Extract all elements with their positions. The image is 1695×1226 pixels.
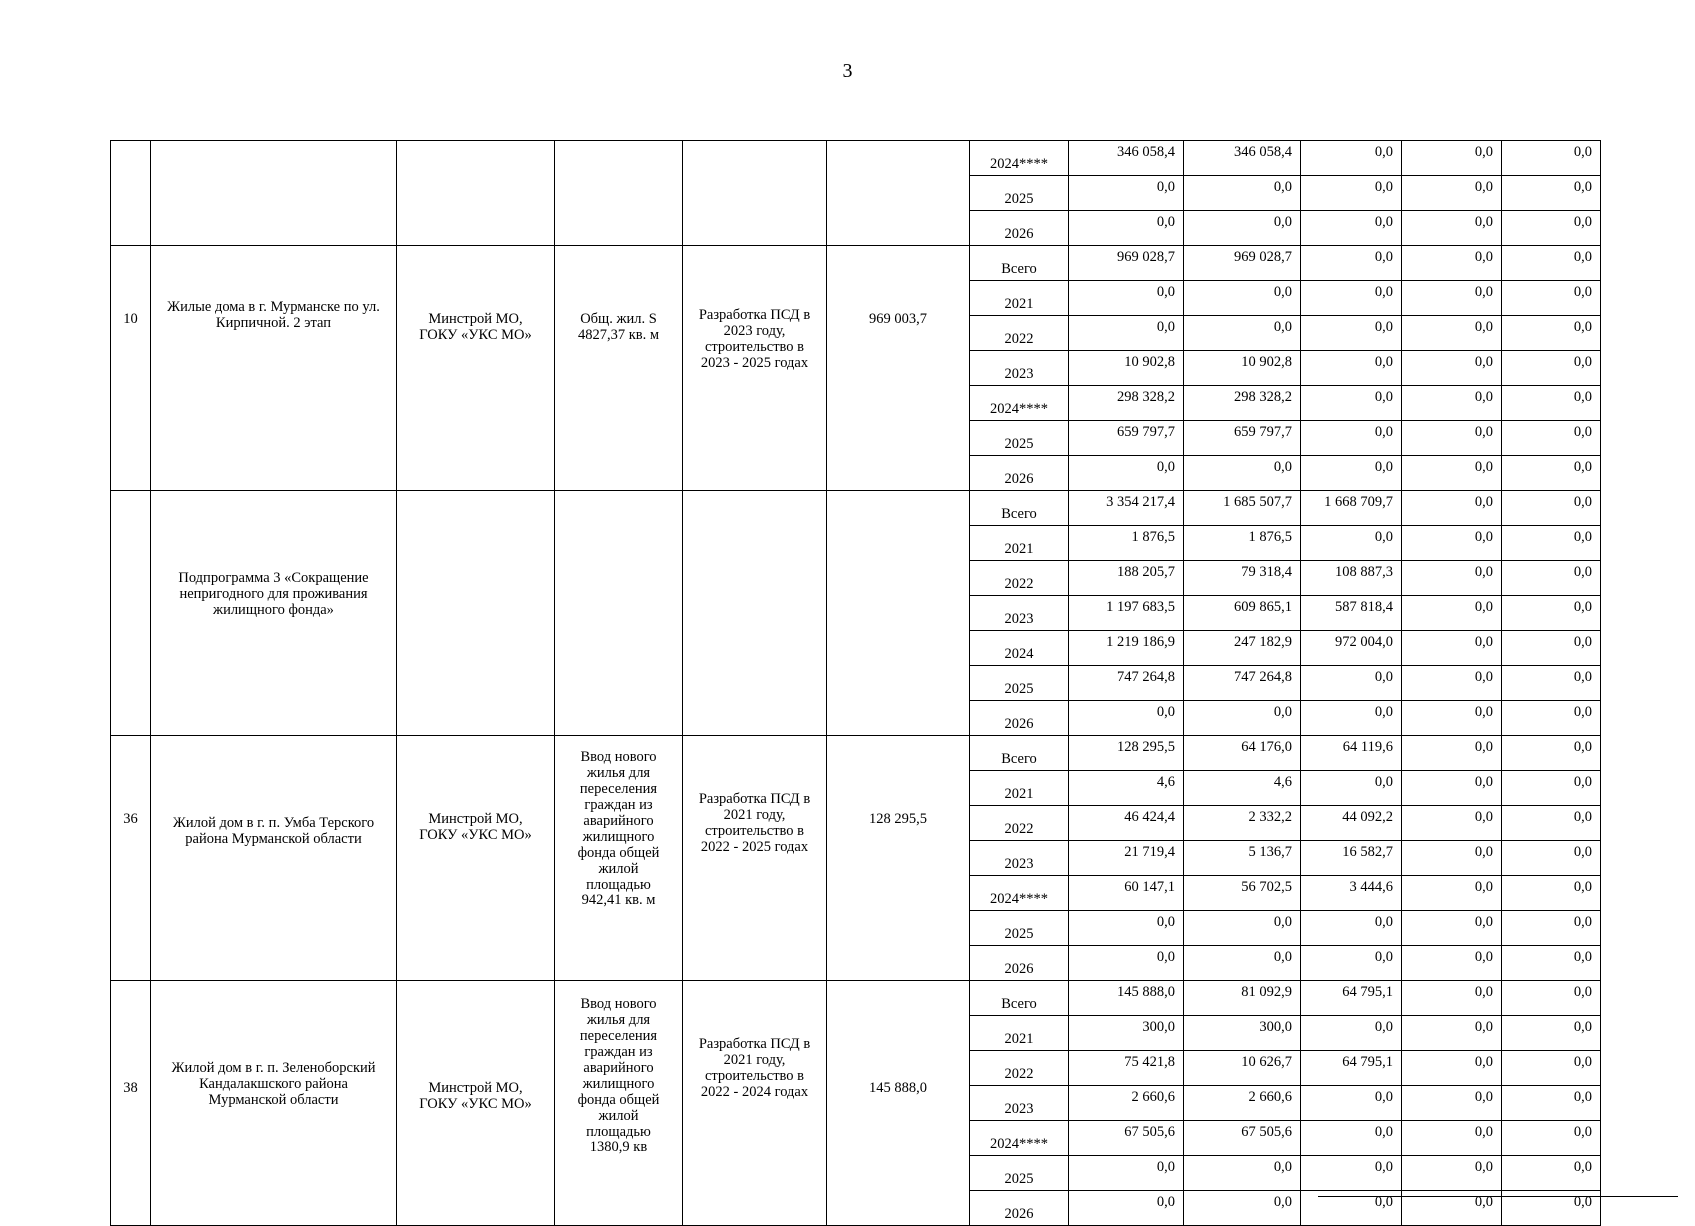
- amount-cell: 247 182,9: [1184, 631, 1301, 666]
- amount-cell: 0,0: [1502, 666, 1601, 701]
- amount-cell: 0,0: [1301, 1086, 1402, 1121]
- num-cell: [111, 141, 151, 246]
- amount-cell: 0,0: [1502, 911, 1601, 946]
- year-cell: 2026: [970, 1191, 1069, 1226]
- amount-cell: 0,0: [1502, 1121, 1601, 1156]
- amount-cell: 0,0: [1402, 701, 1502, 736]
- amount-cell: 0,0: [1502, 281, 1601, 316]
- amount-cell: 0,0: [1502, 771, 1601, 806]
- amount-cell: 0,0: [1402, 981, 1502, 1016]
- amount-cell: 972 004,0: [1301, 631, 1402, 666]
- amount-cell: 0,0: [1402, 281, 1502, 316]
- amount-cell: 0,0: [1402, 316, 1502, 351]
- capacity-cell: [555, 491, 683, 736]
- amount-cell: 10 902,8: [1184, 351, 1301, 386]
- amount-cell: 0,0: [1301, 1156, 1402, 1191]
- year-cell: 2025: [970, 421, 1069, 456]
- amount-cell: 81 092,9: [1184, 981, 1301, 1016]
- amount-cell: 0,0: [1402, 631, 1502, 666]
- amount-cell: 0,0: [1301, 351, 1402, 386]
- amount-cell: 747 264,8: [1069, 666, 1184, 701]
- amount-cell: 0,0: [1502, 456, 1601, 491]
- year-cell: 2026: [970, 946, 1069, 981]
- amount-cell: 0,0: [1402, 1191, 1502, 1226]
- amount-cell: 969 028,7: [1184, 246, 1301, 281]
- amount-cell: 2 332,2: [1184, 806, 1301, 841]
- amount-cell: 346 058,4: [1184, 141, 1301, 176]
- amount-cell: 0,0: [1502, 246, 1601, 281]
- executor-cell: [397, 141, 555, 246]
- amount-cell: 0,0: [1502, 1156, 1601, 1191]
- item-name: Жилой дом в г. п. Умба Терского района Мурманской области: [151, 736, 397, 981]
- amount-cell: 1 668 709,7: [1301, 491, 1402, 526]
- amount-cell: 0,0: [1502, 981, 1601, 1016]
- amount-cell: 346 058,4: [1069, 141, 1184, 176]
- year-cell: 2023: [970, 596, 1069, 631]
- amount-cell: 0,0: [1402, 596, 1502, 631]
- amount-cell: 5 136,7: [1184, 841, 1301, 876]
- amount-cell: 0,0: [1402, 456, 1502, 491]
- amount-cell: 1 876,5: [1069, 526, 1184, 561]
- item-number: 36: [111, 736, 151, 981]
- year-cell: 2023: [970, 1086, 1069, 1121]
- item-capacity: Ввод нового жилья для переселения граждан из аварийного жилищного фонда общей жилой площадью 1380,9 кв: [555, 981, 683, 1226]
- amount-cell: 46 424,4: [1069, 806, 1184, 841]
- amount-cell: 0,0: [1184, 1191, 1301, 1226]
- amount-cell: 0,0: [1502, 561, 1601, 596]
- amount-cell: 0,0: [1402, 876, 1502, 911]
- year-cell: 2024****: [970, 141, 1069, 176]
- amount-cell: 0,0: [1502, 1016, 1601, 1051]
- amount-cell: 44 092,2: [1301, 806, 1402, 841]
- year-cell: Всего: [970, 491, 1069, 526]
- amount-cell: 56 702,5: [1184, 876, 1301, 911]
- item-capacity: Ввод нового жилья для переселения граждан из аварийного жилищного фонда общей жилой площадью 942,41 кв. м: [555, 736, 683, 981]
- amount-cell: 3 444,6: [1301, 876, 1402, 911]
- amount-cell: 64 119,6: [1301, 736, 1402, 771]
- year-cell: 2021: [970, 771, 1069, 806]
- amount-cell: 0,0: [1301, 666, 1402, 701]
- amount-cell: 969 028,7: [1069, 246, 1184, 281]
- amount-cell: 0,0: [1301, 1121, 1402, 1156]
- item-cost: 969 003,7: [827, 246, 970, 491]
- year-cell: 2025: [970, 1156, 1069, 1191]
- amount-cell: 0,0: [1184, 911, 1301, 946]
- amount-cell: 0,0: [1502, 876, 1601, 911]
- amount-cell: 0,0: [1502, 736, 1601, 771]
- amount-cell: 0,0: [1402, 771, 1502, 806]
- amount-cell: 4,6: [1069, 771, 1184, 806]
- amount-cell: 0,0: [1402, 386, 1502, 421]
- table-row: [111, 736, 1601, 771]
- year-cell: 2024****: [970, 1121, 1069, 1156]
- year-cell: 2023: [970, 351, 1069, 386]
- amount-cell: 0,0: [1402, 1121, 1502, 1156]
- amount-cell: 64 795,1: [1301, 1051, 1402, 1086]
- year-cell: Всего: [970, 736, 1069, 771]
- amount-cell: 587 818,4: [1301, 596, 1402, 631]
- amount-cell: 0,0: [1301, 771, 1402, 806]
- amount-cell: 0,0: [1069, 211, 1184, 246]
- amount-cell: 0,0: [1301, 946, 1402, 981]
- amount-cell: 0,0: [1184, 1156, 1301, 1191]
- amount-cell: 2 660,6: [1184, 1086, 1301, 1121]
- amount-cell: 0,0: [1402, 421, 1502, 456]
- amount-cell: 0,0: [1402, 911, 1502, 946]
- year-cell: 2021: [970, 281, 1069, 316]
- amount-cell: 0,0: [1069, 946, 1184, 981]
- period-cell: [683, 491, 827, 736]
- amount-cell: 0,0: [1402, 946, 1502, 981]
- amount-cell: 659 797,7: [1184, 421, 1301, 456]
- program-table: [110, 140, 1601, 1226]
- year-cell: 2025: [970, 176, 1069, 211]
- amount-cell: 0,0: [1402, 561, 1502, 596]
- amount-cell: 188 205,7: [1069, 561, 1184, 596]
- amount-cell: 0,0: [1402, 491, 1502, 526]
- amount-cell: 609 865,1: [1184, 596, 1301, 631]
- amount-cell: 298 328,2: [1184, 386, 1301, 421]
- amount-cell: 0,0: [1301, 316, 1402, 351]
- amount-cell: 0,0: [1502, 631, 1601, 666]
- amount-cell: 0,0: [1402, 526, 1502, 561]
- amount-cell: 0,0: [1069, 316, 1184, 351]
- year-cell: Всего: [970, 981, 1069, 1016]
- amount-cell: 0,0: [1502, 421, 1601, 456]
- year-cell: 2021: [970, 526, 1069, 561]
- amount-cell: 0,0: [1301, 1191, 1402, 1226]
- item-number: 38: [111, 981, 151, 1226]
- amount-cell: 0,0: [1502, 701, 1601, 736]
- amount-cell: 0,0: [1502, 1191, 1601, 1226]
- amount-cell: 10 626,7: [1184, 1051, 1301, 1086]
- item-executor: Минстрой МО, ГОКУ «УКС МО»: [397, 736, 555, 981]
- year-cell: 2025: [970, 911, 1069, 946]
- item-period: Разработка ПСД в 2021 году, строительство в 2022 - 2024 годах: [683, 981, 827, 1226]
- amount-cell: 0,0: [1402, 1086, 1502, 1121]
- period-cell: [683, 141, 827, 246]
- year-cell: 2026: [970, 211, 1069, 246]
- amount-cell: 21 719,4: [1069, 841, 1184, 876]
- item-capacity: Общ. жил. S 4827,37 кв. м: [555, 246, 683, 491]
- amount-cell: 747 264,8: [1184, 666, 1301, 701]
- year-cell: 2026: [970, 456, 1069, 491]
- amount-cell: 0,0: [1502, 351, 1601, 386]
- amount-cell: 0,0: [1184, 211, 1301, 246]
- amount-cell: 0,0: [1402, 246, 1502, 281]
- amount-cell: 0,0: [1301, 701, 1402, 736]
- num-cell: [111, 491, 151, 736]
- item-cost: 128 295,5: [827, 736, 970, 981]
- amount-cell: 0,0: [1301, 421, 1402, 456]
- amount-cell: 0,0: [1184, 176, 1301, 211]
- amount-cell: 0,0: [1069, 911, 1184, 946]
- amount-cell: 0,0: [1402, 806, 1502, 841]
- amount-cell: 0,0: [1402, 736, 1502, 771]
- item-name: Жилые дома в г. Мурманске по ул. Кирпичной. 2 этап: [151, 246, 397, 491]
- amount-cell: 0,0: [1184, 281, 1301, 316]
- table-row: [111, 491, 1601, 526]
- amount-cell: 3 354 217,4: [1069, 491, 1184, 526]
- amount-cell: 0,0: [1069, 1191, 1184, 1226]
- amount-cell: 0,0: [1184, 316, 1301, 351]
- year-cell: Всего: [970, 246, 1069, 281]
- amount-cell: 659 797,7: [1069, 421, 1184, 456]
- amount-cell: 0,0: [1502, 386, 1601, 421]
- amount-cell: 0,0: [1301, 386, 1402, 421]
- amount-cell: 0,0: [1502, 1051, 1601, 1086]
- subprogram-name: Подпрограмма 3 «Сокращение непригодного для проживания жилищного фонда»: [151, 491, 397, 736]
- table-row: [111, 246, 1601, 281]
- year-cell: 2023: [970, 841, 1069, 876]
- amount-cell: 0,0: [1402, 1156, 1502, 1191]
- amount-cell: 0,0: [1301, 1016, 1402, 1051]
- amount-cell: 0,0: [1069, 456, 1184, 491]
- year-cell: 2026: [970, 701, 1069, 736]
- amount-cell: 79 318,4: [1184, 561, 1301, 596]
- amount-cell: 0,0: [1301, 246, 1402, 281]
- amount-cell: 60 147,1: [1069, 876, 1184, 911]
- year-cell: 2025: [970, 666, 1069, 701]
- cost-cell: [827, 491, 970, 736]
- amount-cell: 0,0: [1502, 806, 1601, 841]
- page-number: 3: [842, 60, 853, 82]
- amount-cell: 128 295,5: [1069, 736, 1184, 771]
- amount-cell: 0,0: [1301, 281, 1402, 316]
- amount-cell: 0,0: [1402, 176, 1502, 211]
- year-cell: 2022: [970, 316, 1069, 351]
- amount-cell: 0,0: [1502, 211, 1601, 246]
- item-name: Жилой дом в г. п. Зеленоборский Кандалакшского района Мурманской области: [151, 981, 397, 1226]
- amount-cell: 0,0: [1402, 841, 1502, 876]
- year-cell: 2022: [970, 806, 1069, 841]
- footnote-separator: [1318, 1196, 1678, 1197]
- item-executor: Минстрой МО, ГОКУ «УКС МО»: [397, 981, 555, 1226]
- amount-cell: 1 197 683,5: [1069, 596, 1184, 631]
- amount-cell: 1 685 507,7: [1184, 491, 1301, 526]
- amount-cell: 1 876,5: [1184, 526, 1301, 561]
- amount-cell: 0,0: [1402, 211, 1502, 246]
- amount-cell: 2 660,6: [1069, 1086, 1184, 1121]
- amount-cell: 0,0: [1301, 911, 1402, 946]
- amount-cell: 0,0: [1502, 946, 1601, 981]
- year-cell: 2022: [970, 1051, 1069, 1086]
- amount-cell: 67 505,6: [1184, 1121, 1301, 1156]
- amount-cell: 0,0: [1502, 316, 1601, 351]
- year-cell: 2022: [970, 561, 1069, 596]
- table-row: [111, 141, 1601, 176]
- cost-cell: [827, 141, 970, 246]
- amount-cell: 67 505,6: [1069, 1121, 1184, 1156]
- item-cost: 145 888,0: [827, 981, 970, 1226]
- item-period: Разработка ПСД в 2021 году, строительство в 2022 - 2025 годах: [683, 736, 827, 981]
- amount-cell: 0,0: [1184, 946, 1301, 981]
- amount-cell: 0,0: [1502, 526, 1601, 561]
- amount-cell: 64 795,1: [1301, 981, 1402, 1016]
- amount-cell: 0,0: [1402, 666, 1502, 701]
- amount-cell: 145 888,0: [1069, 981, 1184, 1016]
- amount-cell: 0,0: [1301, 211, 1402, 246]
- amount-cell: 0,0: [1502, 141, 1601, 176]
- amount-cell: 0,0: [1502, 491, 1601, 526]
- amount-cell: 0,0: [1301, 456, 1402, 491]
- amount-cell: 0,0: [1069, 701, 1184, 736]
- year-cell: 2024****: [970, 386, 1069, 421]
- executor-cell: [397, 491, 555, 736]
- amount-cell: 75 421,8: [1069, 1051, 1184, 1086]
- amount-cell: 1 219 186,9: [1069, 631, 1184, 666]
- amount-cell: 108 887,3: [1301, 561, 1402, 596]
- amount-cell: 0,0: [1069, 1156, 1184, 1191]
- amount-cell: 0,0: [1184, 701, 1301, 736]
- amount-cell: 0,0: [1402, 1051, 1502, 1086]
- amount-cell: 0,0: [1069, 281, 1184, 316]
- name-cell: [151, 141, 397, 246]
- amount-cell: 0,0: [1301, 176, 1402, 211]
- amount-cell: 0,0: [1402, 351, 1502, 386]
- year-cell: 2024****: [970, 876, 1069, 911]
- year-cell: 2024: [970, 631, 1069, 666]
- amount-cell: 0,0: [1069, 176, 1184, 211]
- amount-cell: 0,0: [1301, 141, 1402, 176]
- amount-cell: 0,0: [1502, 596, 1601, 631]
- capacity-cell: [555, 141, 683, 246]
- amount-cell: 64 176,0: [1184, 736, 1301, 771]
- amount-cell: 300,0: [1184, 1016, 1301, 1051]
- item-executor: Минстрой МО, ГОКУ «УКС МО»: [397, 246, 555, 491]
- amount-cell: 0,0: [1502, 176, 1601, 211]
- amount-cell: 0,0: [1402, 1016, 1502, 1051]
- table-row: [111, 981, 1601, 1016]
- amount-cell: 0,0: [1301, 526, 1402, 561]
- amount-cell: 0,0: [1184, 456, 1301, 491]
- item-period: Разработка ПСД в 2023 году, строительство в 2023 - 2025 годах: [683, 246, 827, 491]
- amount-cell: 300,0: [1069, 1016, 1184, 1051]
- amount-cell: 0,0: [1502, 1086, 1601, 1121]
- amount-cell: 0,0: [1502, 841, 1601, 876]
- amount-cell: 4,6: [1184, 771, 1301, 806]
- amount-cell: 298 328,2: [1069, 386, 1184, 421]
- amount-cell: 16 582,7: [1301, 841, 1402, 876]
- amount-cell: 0,0: [1402, 141, 1502, 176]
- amount-cell: 10 902,8: [1069, 351, 1184, 386]
- year-cell: 2021: [970, 1016, 1069, 1051]
- item-number: 10: [111, 246, 151, 491]
